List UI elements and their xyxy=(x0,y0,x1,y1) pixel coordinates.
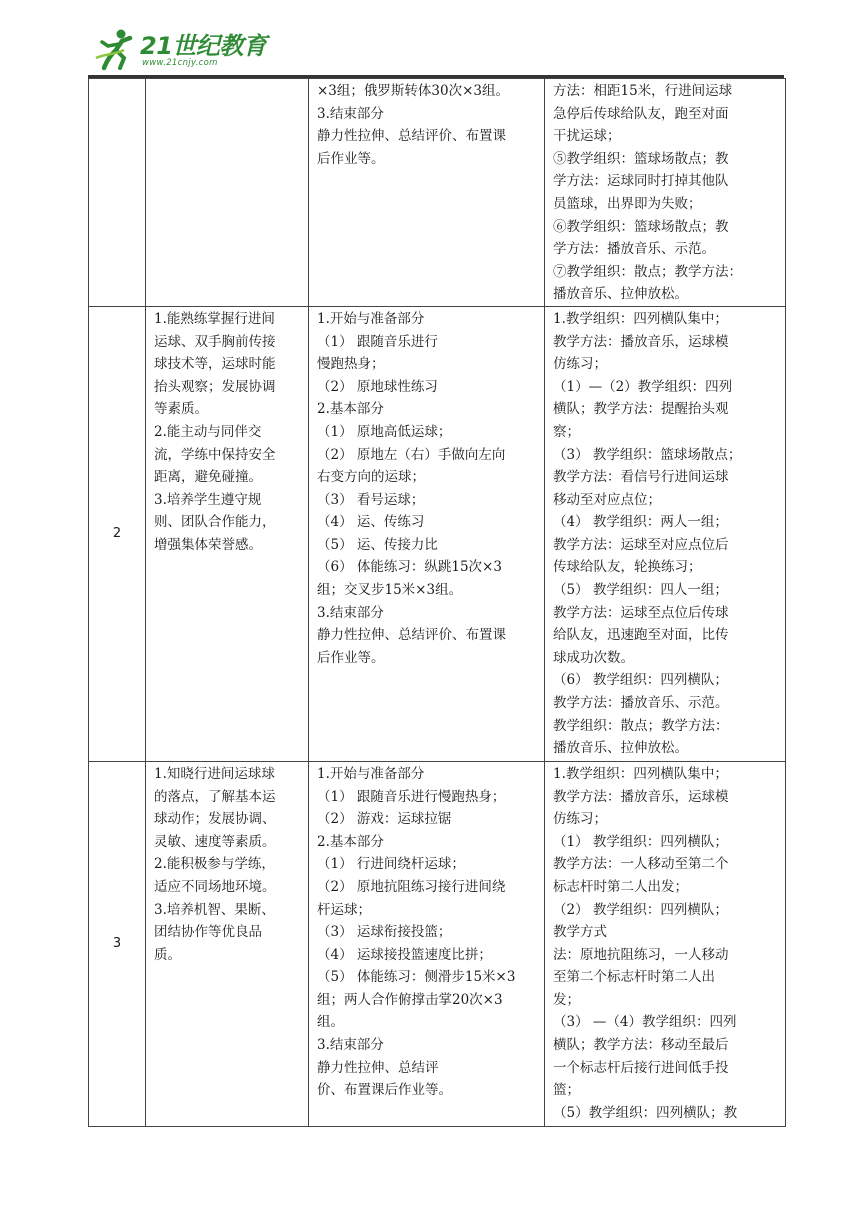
text-line: （4） 教学组织：两人一组； xyxy=(553,514,728,531)
text-line: 仿练习； xyxy=(553,811,607,828)
text-line: 3.结束部分 xyxy=(317,1037,384,1054)
lesson-number-cell xyxy=(89,79,146,307)
text-line: 3.培养机智、果断、 xyxy=(154,901,275,918)
table-row xyxy=(89,761,786,1126)
text-line: 静力性拉伸、总结评价、布置课 xyxy=(317,128,506,145)
text-line: 3.培养学生遵守规 xyxy=(154,491,262,508)
logo-url: www.21cnjy.com xyxy=(142,58,218,68)
text-line: （6） 教学组织：四列横队； xyxy=(553,672,728,689)
goals-cell xyxy=(146,79,309,307)
text-line: 流，学练中保持安全 xyxy=(154,446,276,463)
text-line: 团结协作等优良品 xyxy=(154,924,262,941)
content-cell xyxy=(309,761,545,1126)
text-line: （3） 看号运球； xyxy=(317,491,425,508)
text-line: 一个标志杆后接行进间低手投 xyxy=(553,1059,729,1076)
text-line: （5） 教学组织：四人一组； xyxy=(553,582,728,599)
text-line: 静力性拉伸、总结评 xyxy=(317,1059,439,1076)
text-line: （5） 体能练习：侧滑步15米×3 xyxy=(317,969,516,986)
text-line: 横队；教学方法：提醒抬头观 xyxy=(553,401,729,418)
text-line: 运球、双手胸前传接 xyxy=(154,333,276,350)
text-line: ×3组；俄罗斯转体30次×3组。 xyxy=(317,83,509,99)
text-line: 学方法：运球同时打掉其他队 xyxy=(553,173,729,190)
text-line: 2.能主动与同伴交 xyxy=(154,423,262,440)
text-line: 播放音乐、拉伸放松。 xyxy=(553,740,688,757)
text-line: 质。 xyxy=(154,946,181,963)
text-line: 教学方法：播放音乐，运球模 xyxy=(553,788,729,805)
text-line: 杆运球； xyxy=(317,901,371,918)
text-line: 慢跑热身； xyxy=(317,356,385,373)
text-line: （3） —（4）教学组织：四列 xyxy=(553,1014,737,1031)
text-line: （5） 运、传接力比 xyxy=(317,536,438,553)
text-line: ⑤教学组织：篮球场散点；教 xyxy=(553,150,729,167)
text-line: 等素质。 xyxy=(154,401,208,418)
text-line: 距离，避免碰撞。 xyxy=(154,469,262,486)
text-line: （4） 运球接投篮速度比拼； xyxy=(317,946,492,963)
text-line: 静力性拉伸、总结评价、布置课 xyxy=(317,627,506,644)
text-line: 教学方法：播放音乐、示范。 xyxy=(553,695,729,712)
text-line: 球成功次数。 xyxy=(553,649,634,666)
goals-cell xyxy=(146,306,309,761)
text-line: 给队友，迅速跑至对面，比传 xyxy=(553,627,729,644)
text-line: 灵敏、速度等素质。 xyxy=(154,833,276,850)
lesson-number-cell: 2 xyxy=(89,306,146,761)
method-cell xyxy=(545,306,786,761)
text-line: 方法：相距15米，行进间运球 xyxy=(553,83,733,99)
text-line: 发； xyxy=(553,991,580,1008)
text-line: （2） 游戏：运球拉锯 xyxy=(317,811,452,828)
text-line: 2.基本部分 xyxy=(317,833,384,850)
text-line: （1） 行进间绕杆运球； xyxy=(317,856,465,873)
text-line: （2） 原地左（右）手做向左向 xyxy=(317,446,506,463)
text-line: 抬头观察；发展协调 xyxy=(154,378,276,395)
text-line: 学方法：播放音乐、示范。 xyxy=(553,241,715,258)
text-line: 仿练习； xyxy=(553,356,607,373)
text-line: 篮； xyxy=(553,1082,580,1099)
goals-cell xyxy=(146,761,309,1126)
logo-brand: 21世纪教育 xyxy=(140,32,267,60)
text-line: 1.知晓行进间运球球 xyxy=(154,765,275,782)
text-line: 察； xyxy=(553,423,580,440)
text-line: （2） 原地抗阻练习接行进间绕 xyxy=(317,878,506,895)
text-line: （1） 原地高低运球； xyxy=(317,423,452,440)
text-line: （1） 跟随音乐进行慢跑热身； xyxy=(317,788,506,805)
text-line: 组。 xyxy=(317,1014,344,1031)
text-line: 传球给队友，轮换练习； xyxy=(553,559,702,576)
text-line: 组；交叉步15米×3组。 xyxy=(317,582,463,599)
text-line: 1.教学组织：四列横队集中； xyxy=(553,765,728,782)
text-line: 法：原地抗阻练习，一人移动 xyxy=(553,946,729,963)
text-line: ⑦教学组织：散点；教学方法： xyxy=(553,263,742,280)
text-line: 2.能积极参与学练， xyxy=(154,856,275,873)
text-line: （1）—（2）教学组织：四列 xyxy=(553,378,733,395)
text-line: （3） 教学组织：篮球场散点； xyxy=(553,446,742,463)
content-cell xyxy=(309,79,545,307)
text-line: 1.教学组织：四列横队集中； xyxy=(553,310,728,327)
text-line: 教学方法：看信号行进间运球 xyxy=(553,469,729,486)
lesson-plan-table xyxy=(88,78,786,1127)
text-line: 播放音乐、拉伸放松。 xyxy=(553,286,688,303)
text-line: 1.能熟练掌握行进间 xyxy=(154,310,275,327)
text-line: 1.开始与准备部分 xyxy=(317,765,425,782)
text-line: （4） 运、传练习 xyxy=(317,514,425,531)
text-line: 至第二个标志杆时第二人出 xyxy=(553,969,715,986)
text-line: 标志杆时第二人出发； xyxy=(553,878,688,895)
text-line: （5）教学组织：四列横队；教 xyxy=(553,1104,738,1121)
text-line: 横队；教学方法：移动至最后 xyxy=(553,1037,729,1054)
text-line: 移动至对应点位； xyxy=(553,491,661,508)
text-line: 价、布置课后作业等。 xyxy=(317,1082,452,1099)
text-line: （2） 原地球性练习 xyxy=(317,378,438,395)
text-line: 教学方法：一人移动至第二个 xyxy=(553,856,729,873)
text-line: 后作业等。 xyxy=(317,150,385,167)
lesson-number-cell: 3 xyxy=(89,761,146,1126)
method-cell xyxy=(545,761,786,1126)
text-line: （3） 运球衔接投篮； xyxy=(317,924,452,941)
text-line: 教学方式 xyxy=(553,924,607,941)
text-line: 教学组织：散点；教学方法： xyxy=(553,717,729,734)
text-line: 3.结束部分 xyxy=(317,105,384,122)
text-line: 右变方向的运球； xyxy=(317,469,425,486)
text-line: 教学方法：播放音乐，运球模 xyxy=(553,333,729,350)
text-line: （1） 教学组织：四列横队； xyxy=(553,833,728,850)
text-line: 则、团队合作能力， xyxy=(154,514,276,531)
text-line: 员篮球，出界即为失败； xyxy=(553,195,702,212)
logo xyxy=(94,24,267,74)
text-line: 教学方法：运球至对应点位后 xyxy=(553,536,729,553)
table-row xyxy=(89,79,786,307)
text-line: 教学方法：运球至点位后传球 xyxy=(553,604,729,621)
text-line: 球技术等，运球时能 xyxy=(154,356,276,373)
text-line: 2.基本部分 xyxy=(317,401,384,418)
running-man-icon xyxy=(94,28,140,72)
text-line: ⑥教学组织：篮球场散点；教 xyxy=(553,218,729,235)
text-line: （1） 跟随音乐进行 xyxy=(317,333,438,350)
text-line: 后作业等。 xyxy=(317,649,385,666)
method-cell xyxy=(545,79,786,307)
text-line: 急停后传球给队友，跑至对面 xyxy=(553,105,729,122)
text-line: 1.开始与准备部分 xyxy=(317,310,425,327)
text-line: （6） 体能练习：纵跳15次×3 xyxy=(317,559,502,576)
text-line: （2） 教学组织：四列横队； xyxy=(553,901,728,918)
text-line: 干扰运球； xyxy=(553,128,621,145)
text-line: 的落点，了解基本运 xyxy=(154,788,276,805)
text-line: 3.结束部分 xyxy=(317,604,384,621)
text-line: 增强集体荣誉感。 xyxy=(154,536,262,553)
text-line: 球动作；发展协调、 xyxy=(154,811,276,828)
text-line: 适应不同场地环境。 xyxy=(154,878,276,895)
table-row xyxy=(89,306,786,761)
text-line: 组；两人合作俯撑击掌20次×3 xyxy=(317,991,503,1008)
content-cell xyxy=(309,306,545,761)
